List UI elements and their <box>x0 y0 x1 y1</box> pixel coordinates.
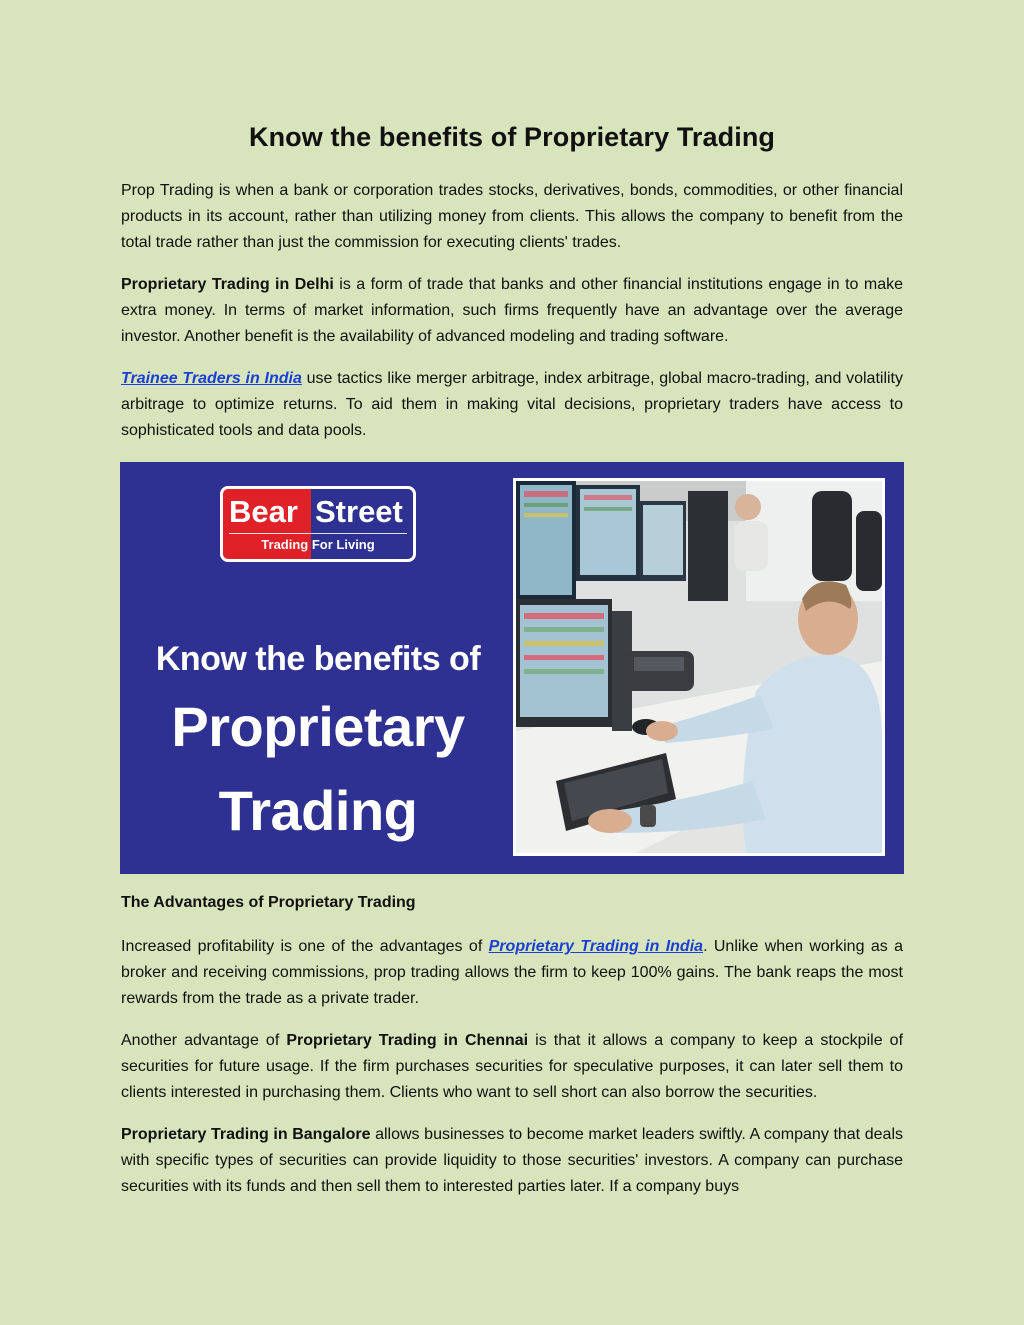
paragraph-delhi <box>121 272 903 350</box>
paragraph-chennai-text: is that it allows a company to keep a stockpile of securities for future usage. If the firm purchases securities for speculative purposes, it can later sell them to clients interested in purchasing them. Clients who want to sell short can also borrow the securities. <box>121 1032 904 1101</box>
banner-headline-line2: Proprietary <box>171 695 465 758</box>
bold-phrase-bangalore: Proprietary Trading in Bangalore <box>121 1126 371 1143</box>
banner-headline-line3: Trading <box>218 779 418 842</box>
bold-phrase-delhi: Proprietary Trading in Delhi <box>121 276 334 293</box>
logo-word-street: Street <box>315 494 403 529</box>
paragraph-trainee-text: use tactics like merger arbitrage, index arbitrage, global macro-trading, and volatility arbitrage to optimize returns. To aid them in making vital decisions, proprietary traders have access to sophisticated tools and data pools. <box>121 370 904 439</box>
banner-image <box>120 462 904 874</box>
trader-photo <box>513 478 885 856</box>
link-trainee-traders-india[interactable]: Trainee Traders in India <box>121 370 302 387</box>
bold-phrase-chennai: Proprietary Trading in Chennai <box>286 1032 529 1049</box>
trader-at-desk-photo-icon <box>516 481 882 853</box>
banner-headline-line1: Know the benefits of <box>155 640 481 678</box>
paragraph-bangalore <box>121 1122 903 1200</box>
paragraph-intro: Prop Trading is when a bank or corporation trades stocks, derivatives, bonds, commodities, or other financial products in its account, rather than utilizing money from clients. This allows the company to benefit from the total trade rather than just the commission for executing clients' trades. <box>121 182 903 251</box>
bearstreet-logo <box>220 486 416 562</box>
paragraph-profitability <box>121 934 903 1012</box>
paragraph-trainee <box>121 366 903 444</box>
link-proprietary-trading-india[interactable]: Proprietary Trading in India <box>488 938 704 955</box>
paragraph-profitability-start: Increased profitability is one of the advantages of <box>121 938 489 955</box>
logo-word-bear: Bear <box>229 494 298 529</box>
paragraph-delhi-text: is a form of trade that banks and other financial institutions engage in to make extra money. In terms of market information, such firms frequently have an advantage over the average investor. Another benefit is the availability of advanced modeling and trading software. <box>121 276 903 345</box>
logo-tagline: Trading For Living <box>261 537 375 552</box>
paragraph-chennai <box>121 1028 903 1106</box>
paragraph-profitability-text: . Unlike when working as a broker and receiving commissions, prop trading allows the firm to keep 100% gains. The bank reaps the most rewards from the trade as a private trader. <box>121 938 904 1007</box>
logo-divider <box>229 533 407 534</box>
paragraph-bangalore-text: allows businesses to become market leaders swiftly. A company that deals with specific types of securities can provide liquidity to those securities' investors. A company can purchase securities with its funds and then sell them to interested parties later. If a company buys <box>121 1126 903 1195</box>
paragraph-chennai-start: Another advantage of <box>121 1032 287 1049</box>
section-heading-advantages: The Advantages of Proprietary Trading <box>121 894 416 911</box>
page-title: Know the benefits of Proprietary Trading <box>248 122 776 152</box>
